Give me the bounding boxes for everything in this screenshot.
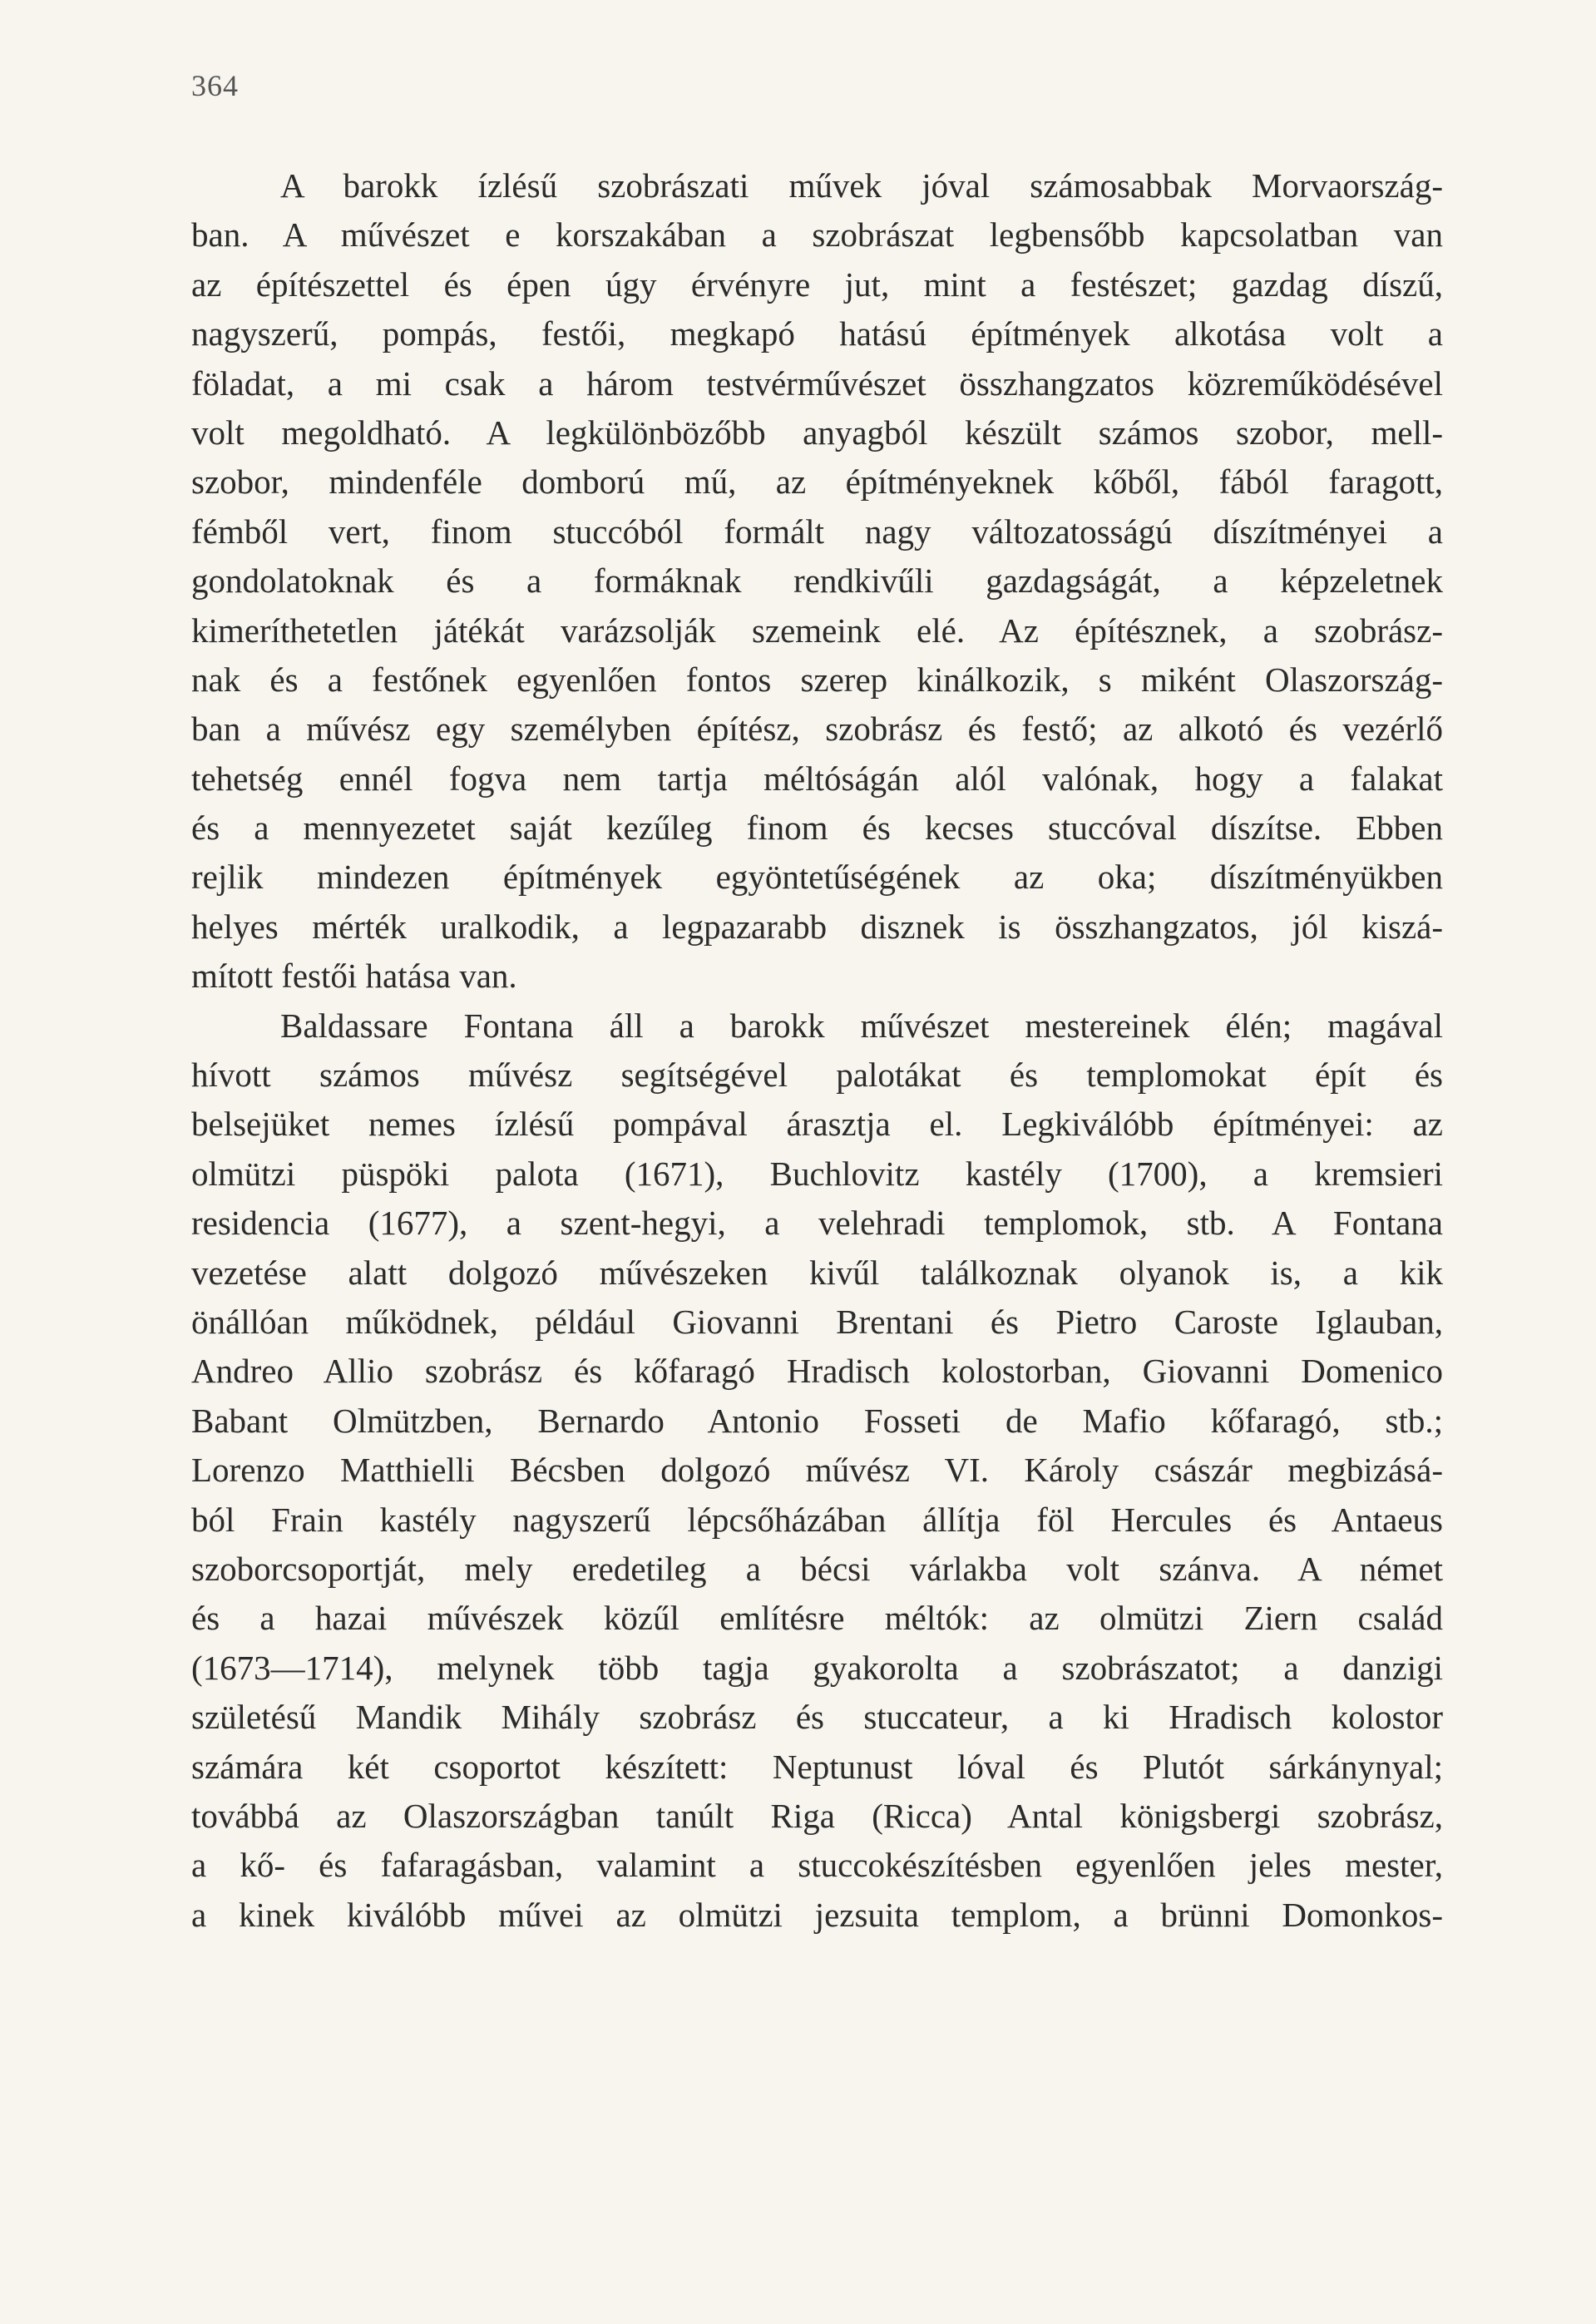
text-line: hívott számos művész segítségével palotákat és templomokat épít és: [191, 1056, 1443, 1095]
text-line: helyes mérték uralkodik, a legpazarabb disznek is összhangzatos, jól kiszá-: [191, 907, 1443, 946]
text-line: a kinek kiválóbb művei az olmützi jezsuita templom, a brünni Domonkos-: [191, 1895, 1443, 1934]
text-line: nak és a festőnek egyenlően fontos szerep kinálkozik, s miként Olaszország-: [191, 660, 1443, 699]
text-line: és a mennyezetet saját kezűleg finom és kecses stuccóval díszítse. Ebben: [191, 808, 1443, 848]
text-line: volt megoldható. A legkülönbözőbb anyagból készült számos szobor, mell-: [191, 413, 1443, 452]
body-text: [191, 161, 1443, 1940]
text-line: residencia (1677), a szent-hegyi, a velehradi templomok, stb. A Fontana: [191, 1204, 1443, 1243]
text-line: Lorenzo Matthielli Bécsben dolgozó művész VI. Károly császár megbizásá-: [191, 1451, 1443, 1490]
text-line: Babant Olmützben, Bernardo Antonio Fosseti de Mafio kőfaragó, stb.;: [191, 1401, 1443, 1440]
text-line: szobor, mindenféle domború mű, az építményeknek kőből, fából faragott,: [191, 462, 1443, 502]
text-line: föladat, a mi csak a három testvérművészet összhangzatos közreműködésével: [191, 363, 1443, 403]
text-line: ból Frain kastély nagyszerű lépcsőházában állítja föl Hercules és Antaeus: [191, 1500, 1443, 1539]
text-line: belsejüket nemes ízlésű pompával árasztja el. Legkiválóbb építményei: az: [191, 1105, 1443, 1144]
paragraph-1: [191, 161, 1443, 1001]
text-line: vezetése alatt dolgozó művészeken kivűl találkoznak olyanok is, a kik: [191, 1253, 1443, 1292]
text-line: születésű Mandik Mihály szobrász és stuccateur, a ki Hradisch kolostor: [191, 1698, 1443, 1737]
text-line: Baldassare Fontana áll a barokk művészet mestereinek élén; magával: [280, 1006, 1443, 1045]
text-line: rejlik mindezen építmények egyöntetűségének az oka; díszítményükben: [191, 858, 1443, 897]
text-line: és a hazai művészek közűl említésre méltók: az olmützi Ziern család: [191, 1599, 1443, 1638]
text-line: számára két csoportot készített: Neptunust lóval és Plutót sárkánynyal;: [191, 1747, 1443, 1786]
paragraph-2: [191, 1001, 1443, 1940]
text-line: szoborcsoportját, mely eredetileg a bécsi várlakba volt szánva. A német: [191, 1549, 1443, 1588]
text-line: fémből vert, finom stuccóból formált nagy változatosságú díszítményei a: [191, 512, 1443, 551]
text-line: kimeríthetetlen játékát varázsolják szemeink elé. Az építésznek, a szobrász-: [191, 611, 1443, 650]
page-number: 364: [191, 69, 239, 102]
text-line: tehetség ennél fogva nem tartja méltóságán alól valónak, hogy a falakat: [191, 759, 1443, 798]
text-line: mított festői hatása van.: [191, 957, 517, 996]
text-line: a kő- és fafaragásban, valamint a stuccokészítésben egyenlően jeles mester,: [191, 1846, 1443, 1885]
text-line: (1673—1714), melynek több tagja gyakorolta a szobrászatot; a danzigi: [191, 1648, 1443, 1687]
text-line: ban a művész egy személyben építész, szobrász és festő; az alkotó és vezérlő: [191, 710, 1443, 749]
text-line: Andreo Allio szobrász és kőfaragó Hradisch kolostorban, Giovanni Domenico: [191, 1352, 1443, 1391]
text-line: nagyszerű, pompás, festői, megkapó hatású építmények alkotása volt a: [191, 314, 1443, 354]
text-line: olmützi püspöki palota (1671), Buchlovitz kastély (1700), a kremsieri: [191, 1154, 1443, 1193]
text-line: ban. A művészet e korszakában a szobrászat legbensőbb kapcsolatban van: [191, 215, 1443, 255]
text-line: továbbá az Olaszországban tanúlt Riga (Ricca) Antal königsbergi szobrász,: [191, 1796, 1443, 1835]
text-line: önállóan működnek, például Giovanni Brentani és Pietro Caroste Iglauban,: [191, 1302, 1443, 1341]
text-line: az építészettel és épen úgy érvényre jut, mint a festészet; gazdag díszű,: [191, 265, 1443, 304]
text-line: gondolatoknak és a formáknak rendkivűli gazdagságát, a képzeletnek: [191, 561, 1443, 601]
text-line: A barokk ízlésű szobrászati művek jóval számosabbak Morvaország-: [280, 166, 1443, 205]
